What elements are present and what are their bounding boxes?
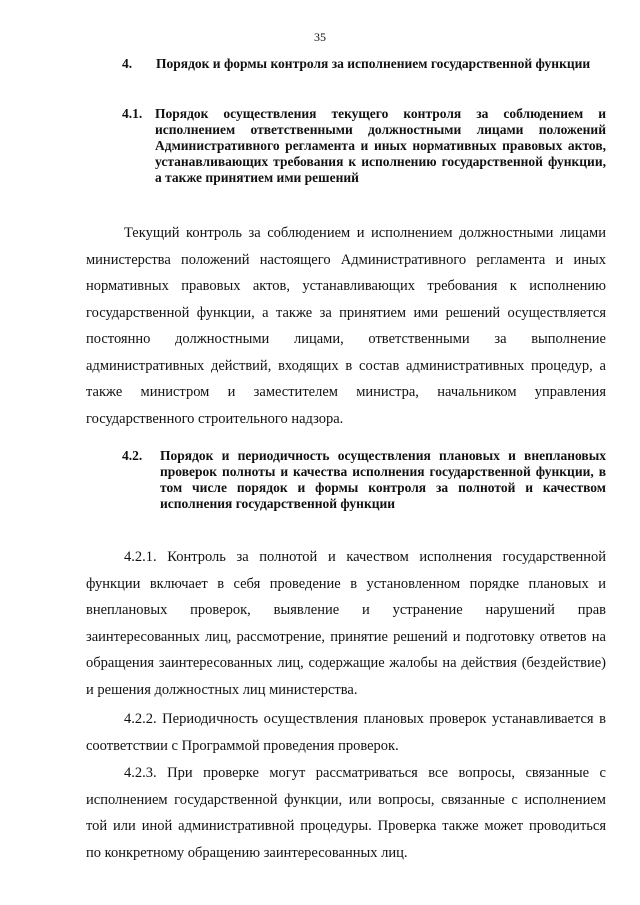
section-number: 4.2.: [122, 448, 143, 463]
section-title: Порядок и периодичность осуществления плановых и внеплановых проверок полноты и качества исполнения государственной функции, в том числе порядок и формы контроля за полнотой и качеством исполнения государственной функции: [160, 448, 606, 511]
section-title: Порядок осуществления текущего контроля за соблюдением и исполнением ответственными должностными лицами положений Административного регламента и иных нормативных правовых актов, устанавливающих требования к исполнению государственной функции, а также принятием ими решений: [155, 106, 606, 185]
paragraph-4-2-1: 4.2.1. Контроль за полнотой и качеством исполнения государственной функции включает в себя проведение в установленном порядке плановых и внеплановых проверок, выявление и устранение нарушений прав заинтересованных лиц, рассмотрение, принятие решений и подготовку ответов на обращения заинтересованных лиц, содержащие жалобы на действия (бездействие) и решения должностных лиц министерства.: [86, 549, 606, 698]
page-number: 35: [314, 30, 326, 44]
section-number: 4.1.: [122, 106, 143, 121]
paragraph-current-control: Текущий контроль за соблюдением и исполнением должностными лицами министерства положений настоящего Административного регламента и иных нормативных правовых актов, устанавливающих требования к исполнению государственной функции, а также за принятием ими решений осуществляется постоянно должностными лицами, ответственными за выполнение административных действий, входящих в состав административных процедур, а также министром и заместителем министра, начальником управления государственного строительного надзора.: [86, 225, 606, 427]
section-number: 4.: [122, 56, 133, 71]
section-4-2-heading: [122, 448, 606, 512]
paragraph-4-2-3: 4.2.3. При проверке могут рассматриваться все вопросы, связанные с исполнением государственной функции, или вопросы, связанные с исполнением той или иной административной процедуры. Проверка также может проводиться по конкретному обращению заинтересованных лиц.: [86, 765, 606, 861]
section-4-heading: [122, 56, 606, 72]
section-title: Порядок и формы контроля за исполнением государственной функции: [156, 56, 591, 71]
paragraph-4-2-2: 4.2.2. Периодичность осуществления плановых проверок устанавливается в соответствии с Программой проведения проверок.: [86, 711, 606, 754]
section-4-1-heading: [122, 106, 606, 186]
